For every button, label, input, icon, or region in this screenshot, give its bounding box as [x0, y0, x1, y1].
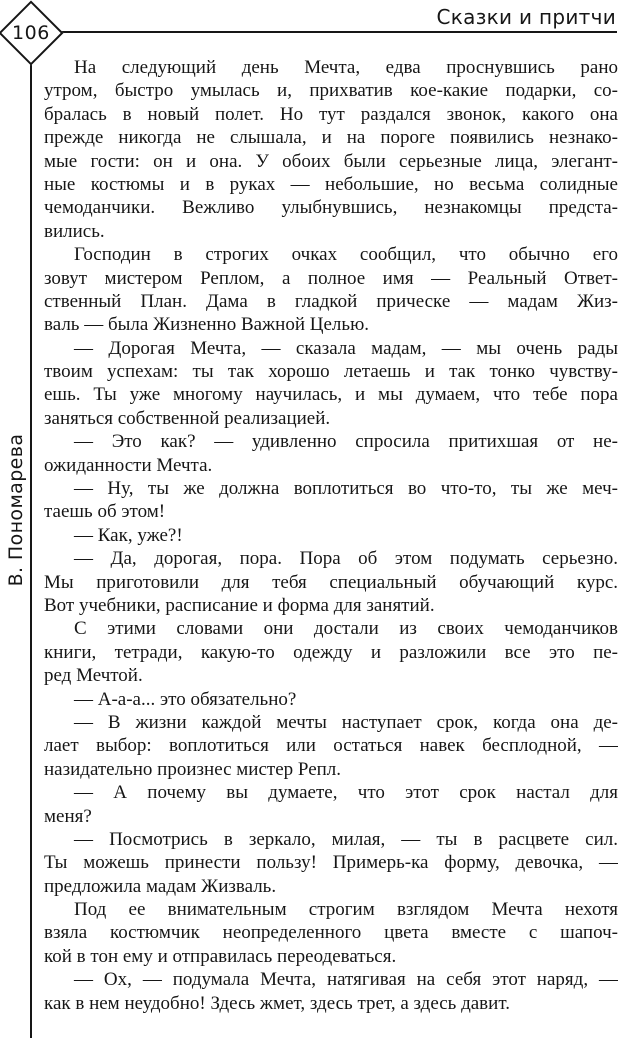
paragraph: [44, 337, 618, 431]
margin-rule: [30, 62, 32, 1038]
paragraph: [44, 56, 618, 243]
text-line: кой в тон ему и отправилась переодеваться.: [44, 945, 397, 967]
text-line: бралась в новый полет. Но тут раздался звонок, какого она: [44, 103, 618, 125]
text-line: чемоданчики. Вежливо улыбнувшись, незнакомцы предста-: [44, 197, 618, 219]
running-title: Сказки и притчи: [436, 5, 616, 29]
text-line: — Дорогая Мечта, — сказала мадам, — мы очень рады: [74, 337, 618, 359]
text-line: На следующий день Мечта, едва проснувшись рано: [74, 57, 618, 78]
text-line: прежде никогда не слышала, и на пороге появились незнако-: [44, 127, 618, 149]
text-line: — А почему вы думаете, что этот срок настал для: [74, 782, 618, 804]
paragraph: [44, 781, 618, 828]
text-line: Ты можешь принести пользу! Примерь-ка форму, девочка, —: [44, 852, 618, 874]
text-line: — Ох, — подумала Мечта, натягивая на себя этот наряд, —: [74, 969, 618, 991]
text-line: утром, быстро умылась и, прихватив кое-какие подарки, со-: [44, 80, 618, 102]
text-line: С этими словами они достали из своих чемоданчиков: [74, 618, 618, 640]
text-line: — Это как? — удивленно спросила притихшая от не-: [74, 431, 618, 453]
paragraph: [44, 898, 618, 968]
text-line: валь — была Жизненно Важной Целью.: [44, 314, 370, 336]
text-line: назидательно произнес мистер Репл.: [44, 758, 342, 780]
text-line: взяла костюмчик неопределенного цвета вместе с шапоч-: [44, 922, 618, 944]
header-rule: [40, 31, 617, 33]
paragraph: [44, 547, 618, 617]
text-line: зовут мистером Реплом, а полное имя — Реальный Ответ-: [44, 267, 618, 289]
text-line: таешь об этом!: [44, 501, 166, 523]
text-line: меня?: [44, 805, 92, 827]
paragraph: [44, 617, 618, 687]
paragraph: [44, 477, 618, 524]
author-name: В. Пономарева: [5, 433, 27, 586]
text-line: — Посмотрись в зеркало, милая, — ты в расцвете сил.: [74, 828, 618, 850]
text-line: — А-а-а... это обязательно?: [74, 688, 297, 710]
paragraph: [44, 524, 618, 547]
author-vertical: [2, 402, 30, 617]
text-line: твоим успехам: ты так хорошо летаешь и так тонко чувству-: [44, 361, 618, 383]
text-line: заняться собственной реализацией.: [44, 407, 331, 429]
text-line: — Да, дорогая, пора. Пора об этом подумать серьезно.: [74, 548, 618, 570]
page-number: 106: [12, 21, 50, 44]
text-line: ные костюмы и в руках — небольшие, но весьма солидные: [44, 173, 618, 195]
paragraph: [44, 430, 618, 477]
text-line: книги, тетради, какую-то одежду и разложили все это пе-: [44, 641, 618, 663]
text-line: ешь. Ты уже многому научилась, и мы думаем, что тебе пора: [44, 384, 618, 406]
paragraph: [44, 968, 618, 1015]
text-line: вились.: [44, 220, 105, 242]
text-line: — Ну, ты же должна воплотиться во что-то, ты же меч-: [74, 478, 618, 500]
text-line: Под ее внимательным строгим взглядом Мечта нехотя: [74, 899, 618, 921]
paragraph: [44, 828, 618, 898]
text-line: как в нем неудобно! Здесь жмет, здесь трет, а здесь давит.: [44, 992, 510, 1014]
text-line: лает выбор: воплотиться или остаться навек бесплодной, —: [44, 735, 618, 757]
paragraph: [44, 688, 618, 711]
text-block: [44, 56, 618, 1015]
text-line: — В жизни каждой мечты наступает срок, когда она де-: [74, 711, 618, 733]
paragraph: [44, 243, 618, 337]
text-line: — Как, уже?!: [74, 524, 183, 546]
paragraph: [44, 711, 618, 781]
text-line: ственный План. Дама в гладкой прическе — мадам Жиз-: [44, 290, 618, 312]
text-line: предложила мадам Жизваль.: [44, 875, 277, 897]
text-line: Вот учебники, расписание и форма для занятий.: [44, 594, 435, 616]
text-line: Господин в строгих очках сообщил, что обычно его: [74, 244, 618, 266]
text-line: ред Мечтой.: [44, 665, 143, 687]
text-line: ожиданности Мечта.: [44, 454, 213, 476]
text-line: Мы приготовили для тебя специальный обучающий курс.: [44, 571, 618, 593]
text-line: мые гости: он и она. У обоих были серьезные лица, элегант-: [44, 150, 618, 172]
